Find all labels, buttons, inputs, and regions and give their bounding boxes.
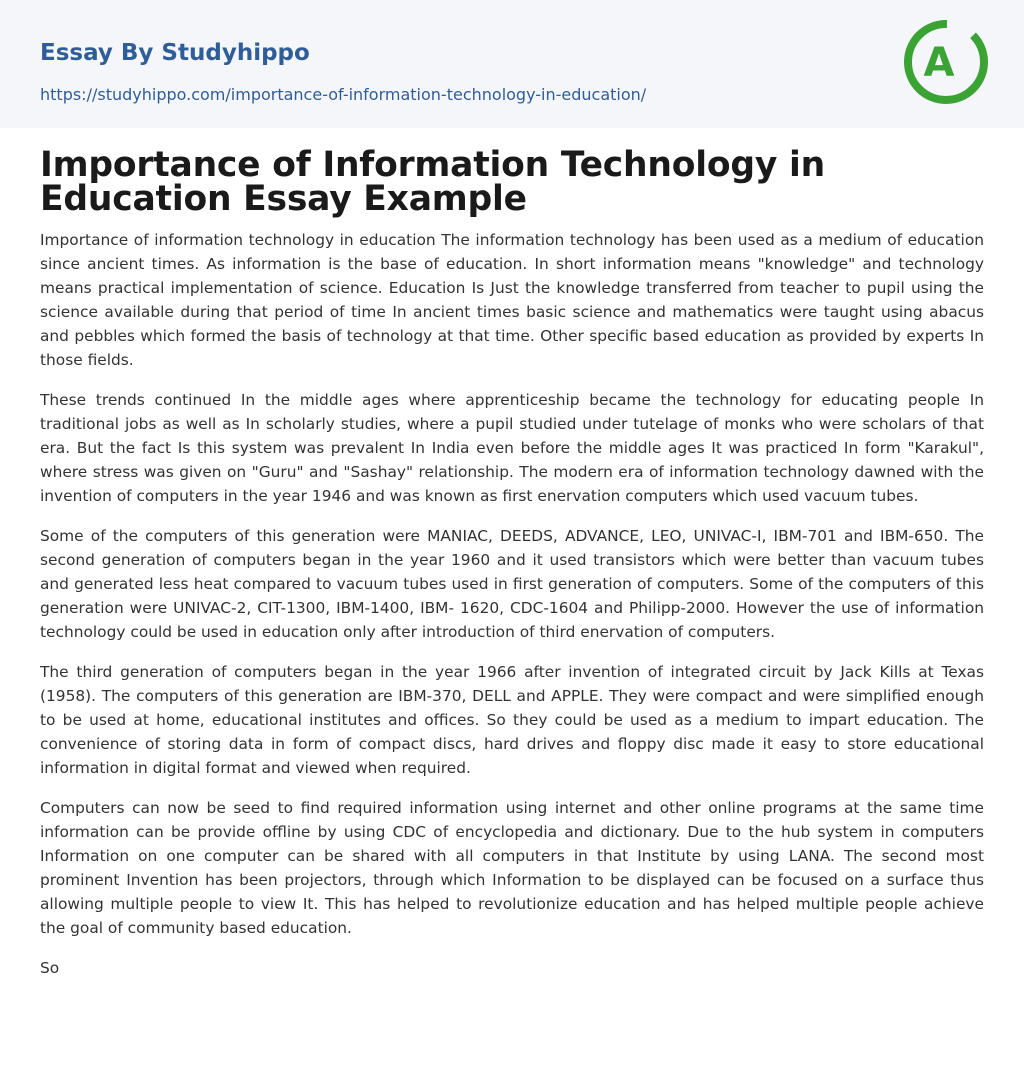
article (40, 145, 984, 996)
article-title: Importance of Information Technology in Education Essay Example (40, 145, 825, 219)
brand-title: Essay By Studyhippo (40, 40, 310, 66)
article-paragraph-5: Computers can now be seed to find required information using internet and other online programs at the same time information can be provide offline by using CDC of encyclopedia and dictionary. Due to the hub system in computers Information on one computer can be shared with all computers in that Institute by using LANA. The second most prominent Invention has been projectors, through which Information to be displayed can be focused on a surface thus allowing multiple people to view It. This has helped to revolutionize education and has helped multiple people achieve the goal of community based education. (40, 799, 984, 937)
page-header (0, 0, 1024, 128)
logo-letter: A (923, 40, 955, 86)
article-paragraph-2: These trends continued In the middle ages where apprenticeship became the technology for educating people In traditional jobs as well as In scholarly studies, where a pupil studied under tutelage of monks who were scholars of that era. But the fact Is this system was prevalent In India even before the middle ages It was practiced In form "Karakul", where stress was given on "Guru" and "Sashay" relationship. The modern era of information technology dawned with the invention of computers in the year 1946 and was known as first enervation computers which used vacuum tubes. (40, 391, 984, 505)
article-paragraph-4: The third generation of computers began in the year 1966 after invention of integrated circuit by Jack Kills at Texas (1958). The computers of this generation are IBM-370, DELL and APPLE. They were compact and were simplified enough to be used at home, educational institutes and offices. So they could be used as a medium to impart education. The convenience of storing data in form of compact discs, hard drives and floppy disc made it easy to store educational information in digital format and viewed when required. (40, 663, 984, 777)
article-paragraph-3: Some of the computers of this generation were MANIAC, DEEDS, ADVANCE, LEO, UNIVAC-I, IBM-701 and IBM-650. The second generation of computers began in the year 1960 and it used transistors which were better than vacuum tubes and generated less heat compared to vacuum tubes used in first generation of computers. Some of the computers of this generation were UNIVAC-2, CIT-1300, IBM-1400, IBM- 1620, CDC-1604 and Philipp-2000. However the use of information technology could be used in education only after introduction of third enervation of computers. (40, 527, 984, 641)
article-paragraph-1: Importance of information technology in education The information technology has been used as a medium of education since ancient times. As information is the base of education. In short information means "knowledge" and technology means practical implementation of science. Education Is Just the knowledge transferred from teacher to pupil using the science available during that period of time In ancient times basic science and mathematics were taught using abacus and pebbles which formed the basis of technology at that time. Other specific based education as provided by experts In those fields. (40, 231, 984, 369)
source-url-link[interactable]: https://studyhippo.com/importance-of-information-technology-in-education/ (40, 85, 647, 104)
studyhippo-logo-icon (903, 18, 989, 106)
article-paragraph-6: So (40, 959, 60, 977)
